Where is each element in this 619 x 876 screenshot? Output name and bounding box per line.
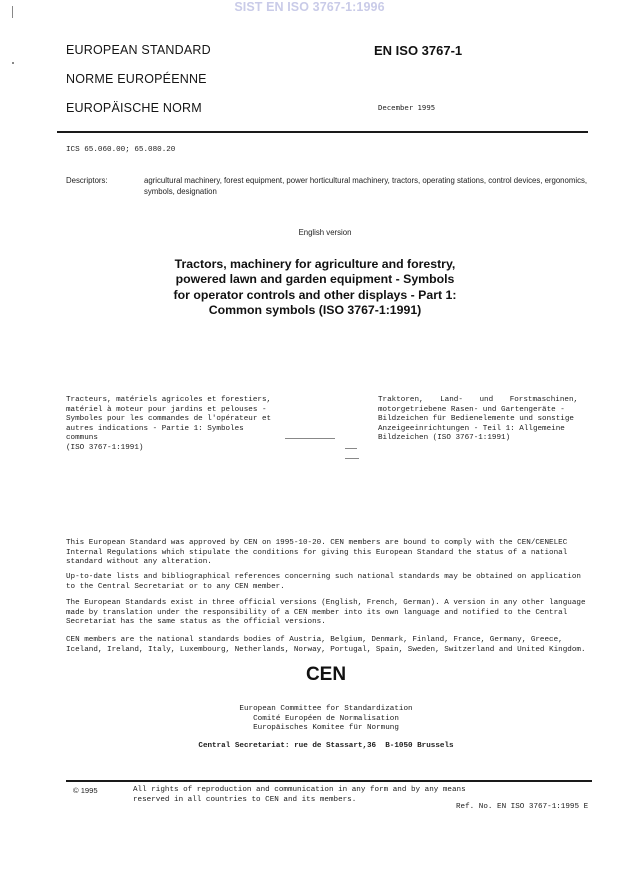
cen-name-de: Europäisches Komitee für Normung (253, 724, 399, 732)
french-title-line: Tracteurs, matériels agricoles et forestiers, (66, 396, 272, 404)
references-paragraph: Up-to-date lists and bibliographical references concerning such national standards may be obtained on application to the Central Secretariat or to any CEN member. (66, 573, 581, 591)
german-title-line: motorgetriebene Rasen- und Gartengeräte - (378, 405, 565, 414)
standard-number: EN ISO 3767-1 (374, 43, 463, 58)
german-title-line: Bildzeichen für Bedienelemente und sonstige (378, 415, 574, 423)
document-title (150, 257, 480, 319)
versions-paragraph: The European Standards exist in three official versions (English, French, German). A version in any other language made by translation under the responsibility of a CEN member into its own language and notified to the Central Secretariat has the same status as the official versions. (66, 599, 586, 626)
header-title-de: EUROPÄISCHE NORM (66, 101, 202, 115)
ics-codes: ICS 65.060.00; 65.080.20 (66, 146, 176, 154)
german-title-line: Anzeigeeinrichtungen - Teil 1: Allgemeine (378, 424, 565, 433)
copyright: © 1995 (73, 786, 98, 795)
reference-number: Ref. No. EN ISO 3767-1:1995 E (456, 803, 589, 811)
german-title (378, 396, 588, 444)
scan-mark (345, 448, 357, 449)
french-title-line: matériel à moteur pour jardins et pelouses - (66, 405, 267, 414)
title-line: Common symbols (ISO 3767-1:1991) (208, 303, 422, 318)
rights-statement (133, 786, 466, 805)
central-secretariat-address: Central Secretariat: rue de Stassart,36 B-1050 Brussels (198, 742, 454, 750)
title-line: powered lawn and garden equipment - Symbols (175, 272, 455, 287)
rights-line: reserved in all countries to CEN and its members. (133, 795, 357, 804)
scan-mark (12, 6, 13, 18)
approval-paragraph: This European Standard was approved by CEN on 1995-10-20. CEN members are bound to comply with the CEN/CENELEC Internal Regulations which stipulate the conditions for giving this European Standard the status of a national standard without any alteration. (66, 539, 568, 566)
members-paragraph: CEN members are the national standards bodies of Austria, Belgium, Denmark, Finland, France, Germany, Greece, Iceland, Ireland, Italy, Luxembourg, Netherlands, Norway, Portugal, Spain, Sweden, Switzerland and United Kingdom. (66, 636, 586, 654)
title-line: Tractors, machinery for agriculture and forestry, (174, 257, 456, 271)
rights-line: All rights of reproduction and communication in any form and by any means (133, 786, 466, 794)
header-title-fr: NORME EUROPÉENNE (66, 72, 207, 86)
cen-logo: CEN (305, 664, 347, 685)
header-divider (57, 131, 588, 133)
scan-mark (345, 458, 359, 459)
watermark: SIST EN ISO 3767-1:1996 (234, 0, 385, 14)
german-title-line: Bildzeichen (ISO 3767-1:1991) (378, 434, 511, 442)
french-title-line: (ISO 3767-1:1991) (66, 443, 144, 452)
french-title-line: Symboles pour les commandes de l'opérateur et (66, 415, 272, 423)
descriptors-label: Descriptors: (66, 176, 108, 185)
version-label: English version (298, 228, 352, 237)
footer-divider (66, 780, 592, 782)
cen-names (0, 705, 619, 734)
title-line: for operator controls and other displays - Part 1: (173, 287, 457, 302)
cen-name-fr: Comité Européen de Normalisation (253, 714, 399, 723)
french-title-line: autres indications - Partie 1: Symboles communs (66, 424, 244, 442)
french-title (66, 396, 278, 453)
cen-name-en: European Committee for Standardization (239, 705, 413, 713)
scan-mark (12, 62, 14, 64)
scan-mark (285, 438, 335, 439)
publication-date: December 1995 (378, 103, 436, 112)
header-title-en: EUROPEAN STANDARD (66, 43, 211, 57)
german-title-line: Traktoren, Land- und Forstmaschinen, (378, 396, 579, 404)
descriptors-text: agricultural machinery, forest equipment, power horticultural machinery, tractors, operating stations, control devices, ergonomics, symbols, designation (144, 176, 588, 196)
